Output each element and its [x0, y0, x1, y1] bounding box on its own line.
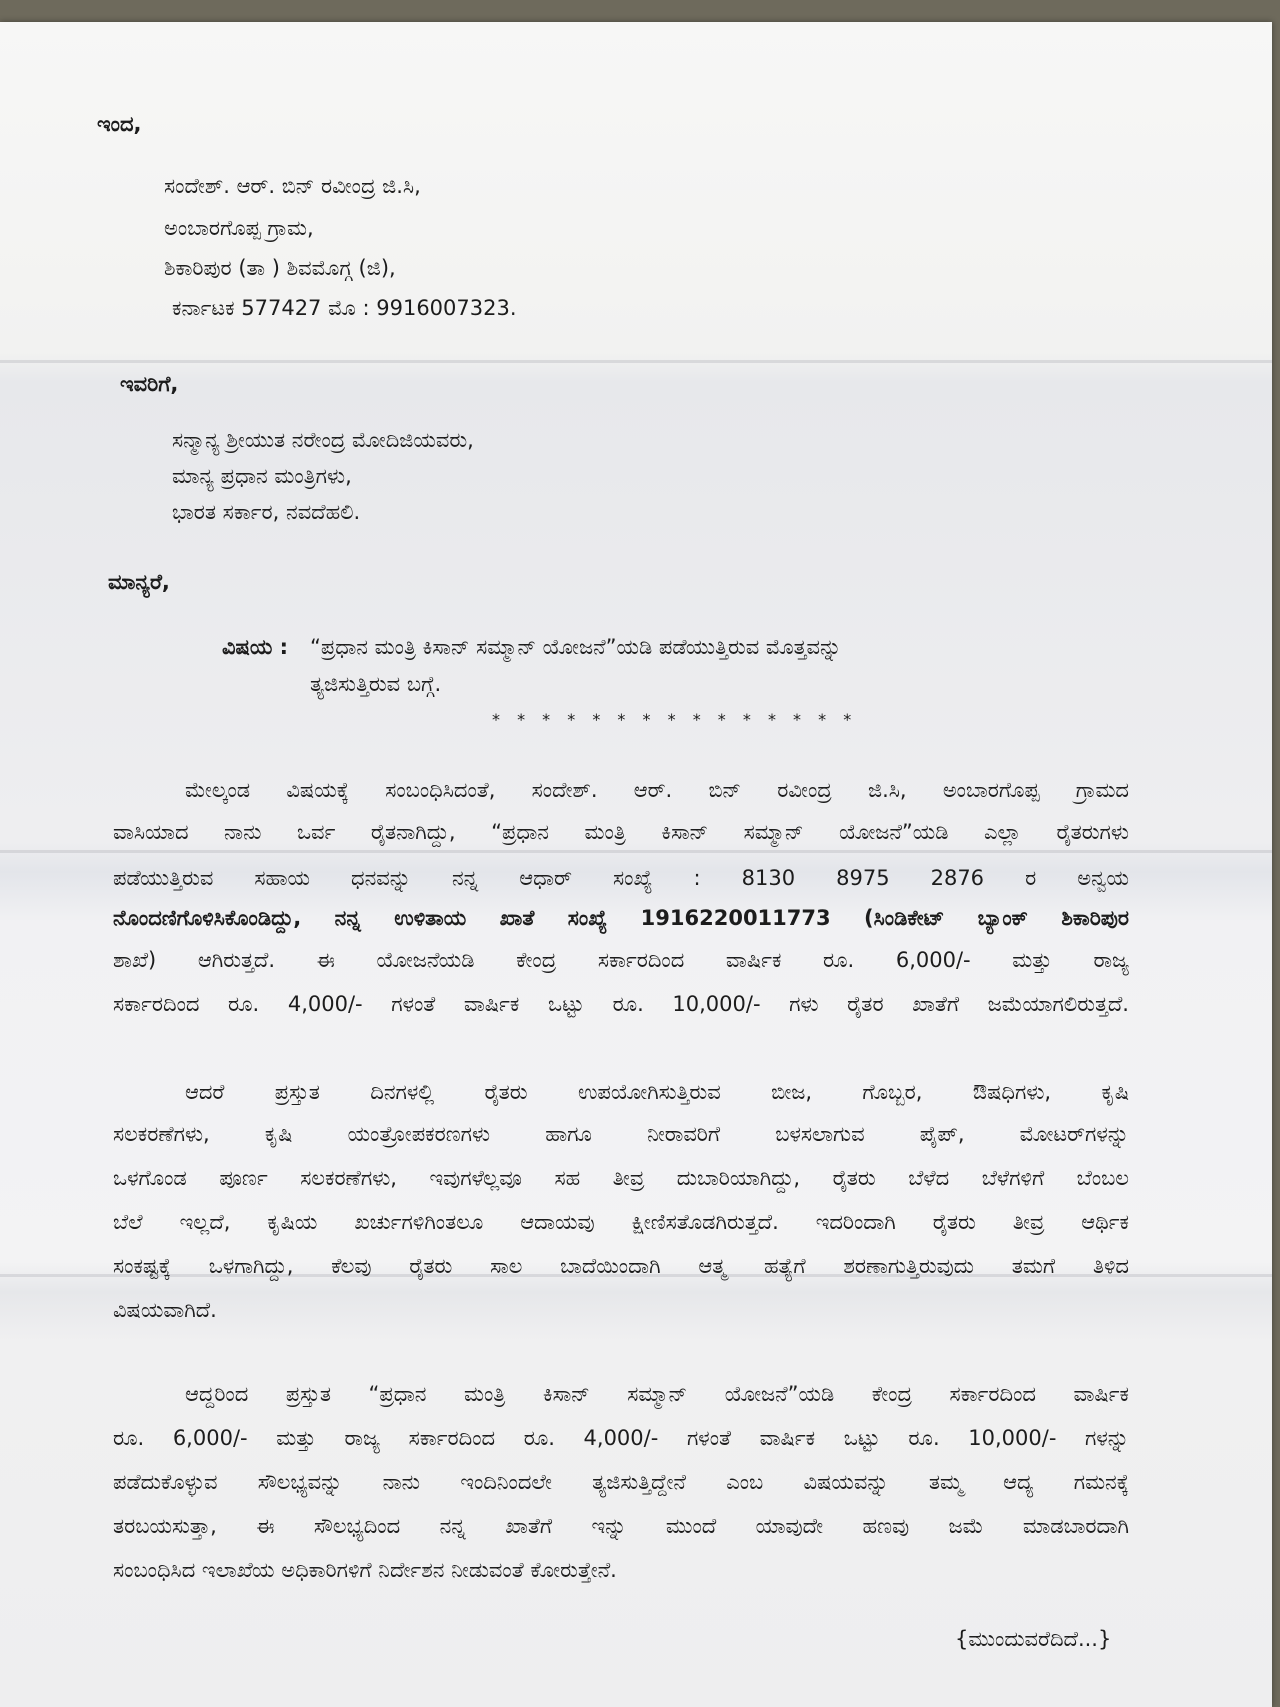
- sender-name: ಸಂದೇಶ್. ಆರ್. ಬಿನ್ ರವೀಂದ್ರ ಜಿ.ಸಿ,: [164, 174, 421, 198]
- recipient-designation: ಮಾನ್ಯ ಪ್ರಧಾನ ಮಂತ್ರಿಗಳು,: [172, 464, 352, 488]
- separator-stars: * * * * * * * * * * * * * * *: [492, 710, 858, 729]
- fold-crease-top: [0, 360, 1272, 363]
- para1-line-4: ನೊಂದಣಿಗೊಳಿಸಿಕೊಂಡಿದ್ದು, ನನ್ನ ಉಳಿತಾಯ ಖಾತೆ ಸಂಖ್ಯೆ 1916220011773 (ಸಿಂಡಿಕೇಟ್ ಬ್ಯಾಂಕ್ ಶಿಕಾರಿಪುರ: [113, 906, 1129, 930]
- subject-label: ವಿಷಯ :: [222, 635, 289, 659]
- para1-line-5: ಶಾಖೆ) ಆಗಿರುತ್ತದೆ. ಈ ಯೋಜನೆಯಡಿ ಕೇಂದ್ರ ಸರ್ಕಾರದಿಂದ ವಾರ್ಷಿಕ ರೂ. 6,000/- ಮತ್ತು ರಾಜ್ಯ: [113, 948, 1129, 972]
- para2-line-3: ಒಳಗೊಂಡ ಪೂರ್ಣ ಸಲಕರಣೆಗಳು, ಇವುಗಳೆಲ್ಲವೂ ಸಹ ತೀವ್ರ ದುಬಾರಿಯಾಗಿದ್ದು, ರೈತರು ಬೆಳೆದ ಬೆಳೆಗಳಿಗೆ ಬೆಂಬಲ: [113, 1166, 1129, 1190]
- para1-line-2: ವಾಸಿಯಾದ ನಾನು ಒರ್ವ ರೈತನಾಗಿದ್ದು, “ಪ್ರಧಾನ ಮಂತ್ರಿ ಕಿಸಾನ್ ಸಮ್ಮಾನ್ ಯೋಜನೆ”ಯಡಿ ಎಲ್ಲಾ ರೈತರುಗಳು: [113, 820, 1129, 844]
- para2-line-6: ವಿಷಯವಾಗಿದೆ.: [113, 1298, 217, 1322]
- para2-line-4: ಬೆಲೆ ಇಲ್ಲದೆ, ಕೃಷಿಯ ಖರ್ಚುಗಳಿಗಿಂತಲೂ ಆದಾಯವು ಕ್ಷೀಣಿಸತೊಡಗಿರುತ್ತದೆ. ಇದರಿಂದಾಗಿ ರೈತರು ತೀವ್ರ ಆರ್ಥಿಕ: [113, 1210, 1129, 1234]
- para3-line-2: ರೂ. 6,000/- ಮತ್ತು ರಾಜ್ಯ ಸರ್ಕಾರದಿಂದ ರೂ. 4,000/- ಗಳಂತೆ ವಾರ್ಷಿಕ ಒಟ್ಟು ರೂ. 10,000/- ಗಳನ್ನು: [113, 1426, 1129, 1450]
- sender-taluk-district: ಶಿಕಾರಿಪುರ (ತಾ ) ಶಿವಮೊಗ್ಗ (ಜಿ),: [164, 256, 396, 280]
- para2-line-5: ಸಂಕಷ್ಟಕ್ಕೆ ಒಳಗಾಗಿದ್ದು, ಕೆಲವು ರೈತರು ಸಾಲ ಬಾದೆಯಿಂದಾಗಿ ಆತ್ಮ ಹತ್ಯೆಗೆ ಶರಣಾಗುತ್ತಿರುವುದು ತಮಗೆ ತಿಳಿದ: [113, 1254, 1129, 1278]
- para3-line-3: ಪಡೆದುಕೊಳ್ಳುವ ಸೌಲಭ್ಯವನ್ನು ನಾನು ಇಂದಿನಿಂದಲೇ ತ್ಯಜಿಸುತ್ತಿದ್ದೇನೆ ಎಂಬ ವಿಷಯವನ್ನು ತಮ್ಮ ಆದ್ಯ ಗಮನಕ್ಕೆ: [113, 1470, 1129, 1494]
- recipient-office: ಭಾರತ ಸರ್ಕಾರ, ನವದೆಹಲಿ.: [172, 500, 361, 524]
- salutation: ಮಾನ್ಯರೆ,: [108, 570, 170, 594]
- sender-state-phone: ಕರ್ನಾಟಕ 577427 ಮೊ : 9916007323.: [172, 296, 517, 320]
- para2-line-1: ಆದರೆ ಪ್ರಸ್ತುತ ದಿನಗಳಲ್ಲಿ ರೈತರು ಉಪಯೋಗಿಸುತ್ತಿರುವ ಬೀಜ, ಗೊಬ್ಬರ, ಔಷಧಿಗಳು, ಕೃಷಿ: [185, 1080, 1129, 1104]
- para3-line-1: ಆದ್ದರಿಂದ ಪ್ರಸ್ತುತ “ಪ್ರಧಾನ ಮಂತ್ರಿ ಕಿಸಾನ್ ಸಮ್ಮಾನ್ ಯೋಜನೆ”ಯಡಿ ಕೇಂದ್ರ ಸರ್ಕಾರದಿಂದ ವಾರ್ಷಿಕ: [185, 1382, 1129, 1406]
- para3-line-4: ತರಬಯಸುತ್ತಾ, ಈ ಸೌಲಭ್ಯದಿಂದ ನನ್ನ ಖಾತೆಗೆ ಇನ್ನು ಮುಂದೆ ಯಾವುದೇ ಹಣವು ಜಮೆ ಮಾಡಬಾರದಾಗಿ: [113, 1514, 1129, 1538]
- to-label: ಇವರಿಗೆ,: [120, 372, 179, 396]
- from-label: ಇಂದ,: [97, 112, 142, 136]
- para2-line-2: ಸಲಕರಣೆಗಳು, ಕೃಷಿ ಯಂತ್ರೋಪಕರಣಗಳು ಹಾಗೂ ನೀರಾವರಿಗೆ ಬಳಸಲಾಗುವ ಪೈಪ್, ಮೋಟರ್‌ಗಳನ್ನು: [113, 1122, 1129, 1146]
- sender-village: ಅಂಬಾರಗೊಪ್ಪ ಗ್ರಾಮ,: [164, 216, 314, 240]
- para1-line-6: ಸರ್ಕಾರದಿಂದ ರೂ. 4,000/- ಗಳಂತೆ ವಾರ್ಷಿಕ ಒಟ್ಟು ರೂ. 10,000/- ಗಳು ರೈತರ ಖಾತೆಗೆ ಜಮೆಯಾಗಲಿರುತ್ತದೆ.: [113, 992, 1129, 1016]
- para1-line-3: ಪಡೆಯುತ್ತಿರುವ ಸಹಾಯ ಧನವನ್ನು ನನ್ನ ಆಧಾರ್ ಸಂಖ್ಯೆ : 8130 8975 2876 ರ ಅನ್ವಯ: [113, 866, 1129, 890]
- subject-line-1: “ಪ್ರಧಾನ ಮಂತ್ರಿ ಕಿಸಾನ್ ಸಮ್ಮಾನ್ ಯೋಜನೆ”ಯಡಿ ಪಡೆಯುತ್ತಿರುವ ಮೊತ್ತವನ್ನು: [310, 635, 842, 659]
- subject-line-2: ತ್ಯಜಿಸುತ್ತಿರುವ ಬಗ್ಗೆ.: [310, 672, 442, 696]
- recipient-name: ಸನ್ಮಾನ್ಯ ಶ್ರೀಯುತ ನರೇಂದ್ರ ಮೋದಿಜಿಯವರು,: [172, 428, 474, 452]
- fold-crease-middle: [0, 850, 1272, 853]
- para3-line-5: ಸಂಬಂಧಿಸಿದ ಇಲಾಖೆಯ ಅಧಿಕಾರಿಗಳಿಗೆ ನಿರ್ದೇಶನ ನೀಡುವಂತೆ ಕೋರುತ್ತೇನೆ.: [113, 1558, 617, 1582]
- continued-marker: {ಮುಂದುವರೆದಿದೆ...}: [955, 1627, 1112, 1651]
- para1-line-1: ಮೇಲ್ಕಂಡ ವಿಷಯಕ್ಕೆ ಸಂಬಂಧಿಸಿದಂತೆ, ಸಂದೇಶ್. ಆರ್. ಬಿನ್ ರವೀಂದ್ರ ಜಿ.ಸಿ, ಅಂಬಾರಗೊಪ್ಪ ಗ್ರಾಮದ: [185, 778, 1129, 802]
